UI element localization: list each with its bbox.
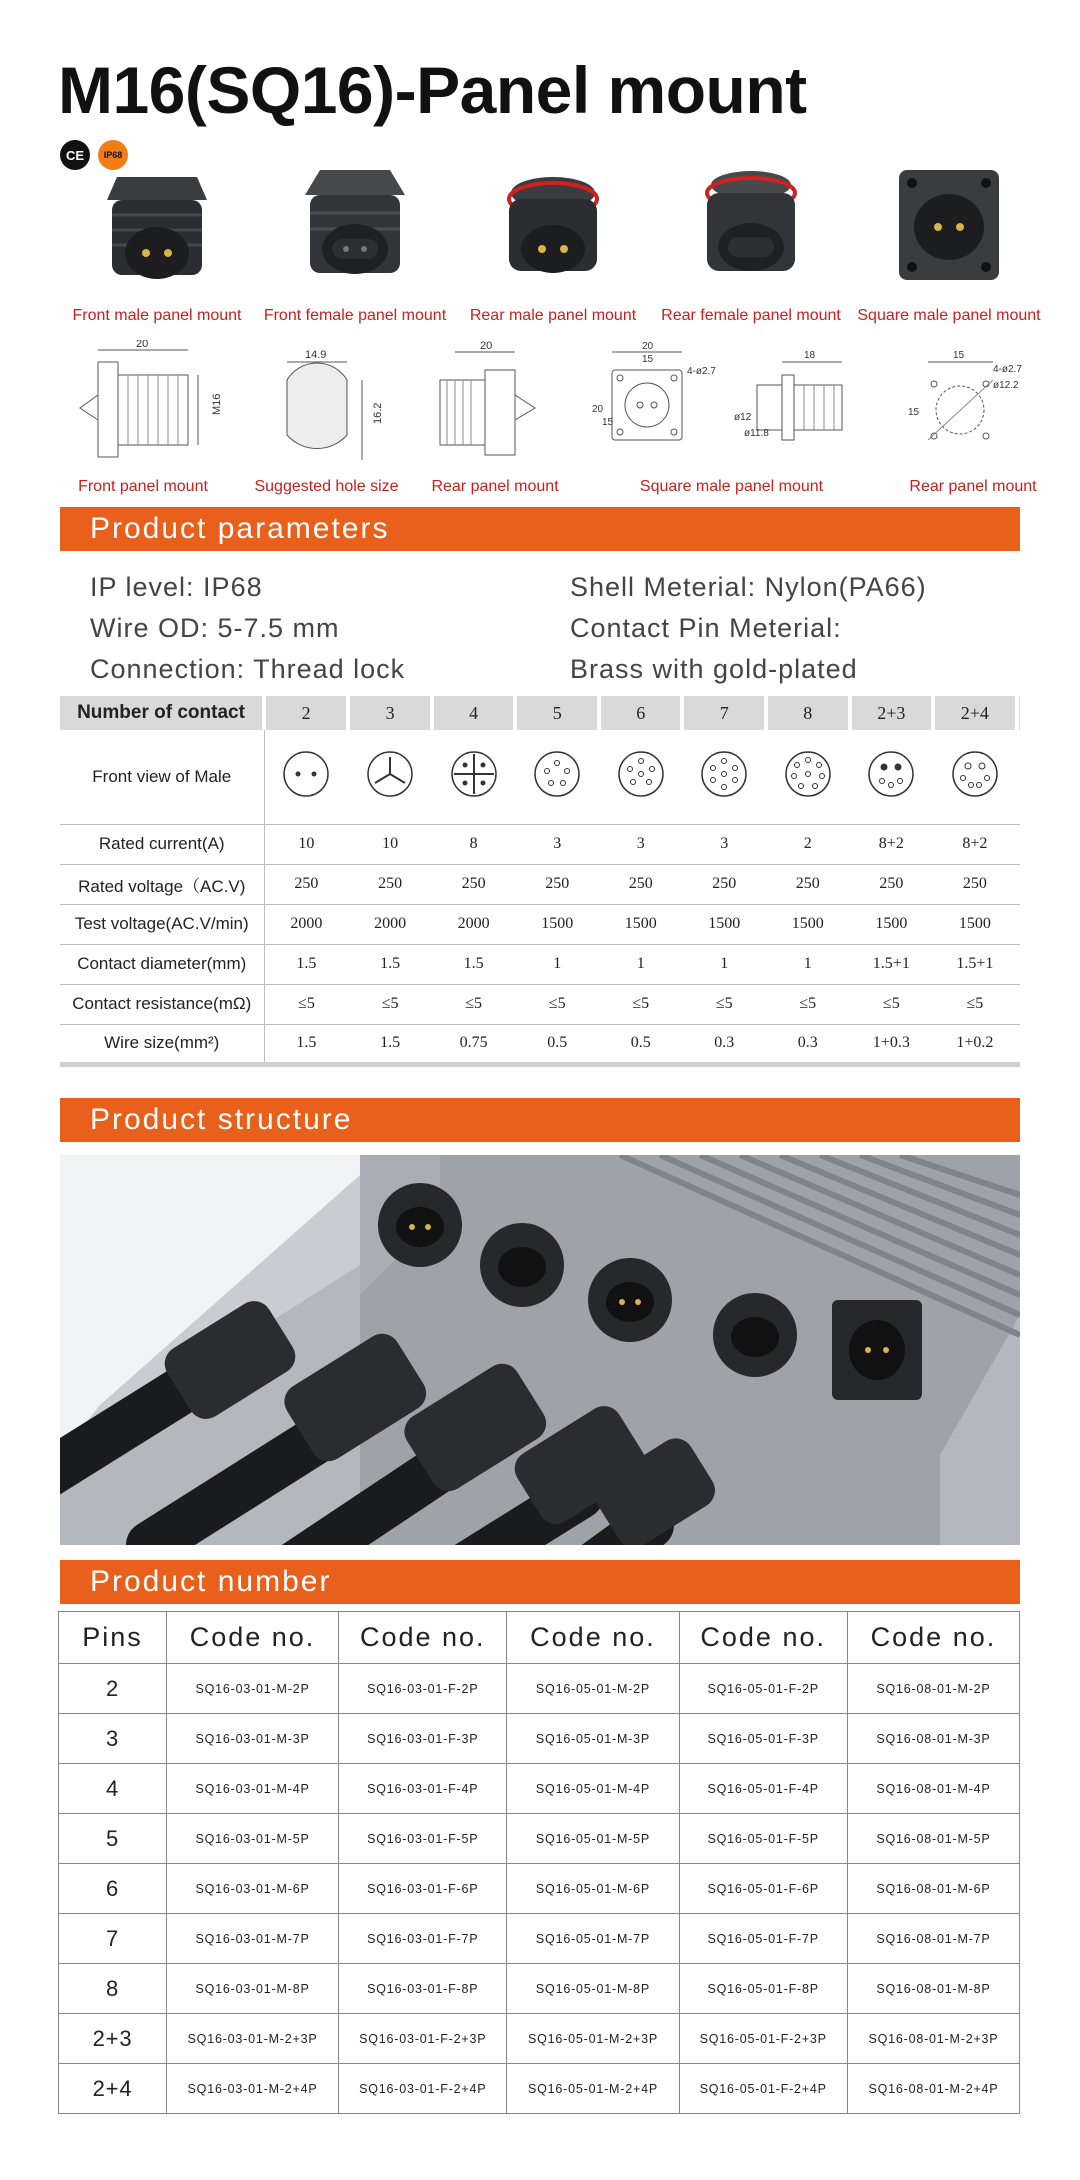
spec-cell: 1.5+1 — [933, 944, 1017, 984]
spec-cell: 250 — [348, 864, 432, 904]
part-code: SQ16-03-01-M-8P — [167, 1964, 339, 2014]
spec-cell: 1.5 — [348, 1024, 432, 1064]
spec-cell: 10 — [264, 824, 348, 864]
spec-row — [60, 944, 1020, 984]
spec-cell: 1.5 — [264, 1024, 348, 1064]
column-header: Pins — [59, 1612, 167, 1664]
drawing-caption: Suggested hole size — [254, 478, 399, 495]
ip68-badge-icon: IP68 — [98, 140, 128, 170]
page-title: M16(SQ16)-Panel mount — [58, 53, 807, 127]
product-rear-male — [454, 155, 652, 325]
dim-b: 15 — [641, 354, 653, 365]
spec-cell: 0.3 — [682, 1024, 766, 1064]
front-view-label: Front view of Male — [60, 730, 264, 824]
product-caption: Front male panel mount — [72, 307, 242, 324]
spec-cell: 2000 — [432, 904, 516, 944]
part-code: SQ16-05-01-M-8P — [507, 1964, 679, 2014]
spec-row-label: Rated voltage（AC.V) — [60, 864, 264, 904]
product-caption: Front female panel mount — [263, 307, 447, 324]
spec-cell: 3 — [515, 824, 599, 864]
spec-cell: 1.5 — [264, 944, 348, 984]
spec-row-label: Wire size(mm²) — [60, 1024, 264, 1064]
pin-count: 2 — [59, 1664, 167, 1714]
contact-count: 2 — [264, 696, 348, 730]
param-shell: Shell Meterial: Nylon(PA66) — [570, 572, 927, 602]
part-number-table — [58, 1611, 1020, 2114]
drawing-caption: Rear panel mount — [909, 478, 1037, 495]
dim-side-b: 15 — [601, 417, 613, 428]
part-code: SQ16-08-01-M-2+4P — [847, 2064, 1019, 2114]
part-code: SQ16-03-01-M-7P — [167, 1914, 339, 1964]
spec-cell: 250 — [682, 864, 766, 904]
pinout-7-icon — [699, 749, 749, 799]
spec-cell: 10 — [348, 824, 432, 864]
spec-cell: 8+2 — [933, 824, 1017, 864]
spec-cell: ≤5 — [850, 984, 934, 1024]
pinout-3-icon — [365, 749, 415, 799]
product-photo-row — [58, 155, 1048, 325]
contact-count: 5 — [515, 696, 599, 730]
spec-cell: 1500 — [850, 904, 934, 944]
spec-cell: 1500 — [933, 904, 1017, 944]
column-header: Code no. — [679, 1612, 847, 1664]
part-code: SQ16-03-01-F-5P — [339, 1814, 507, 1864]
contact-count: 7 — [682, 696, 766, 730]
spec-cell: 2000 — [264, 904, 348, 944]
part-code: SQ16-08-01-M-2+3P — [847, 2014, 1019, 2064]
spec-cell: ≤5 — [599, 984, 683, 1024]
spec-cell: 1.5 — [348, 944, 432, 984]
structure-photo — [60, 1155, 1020, 1545]
drawing-caption: Front panel mount — [78, 478, 208, 495]
table-row — [59, 1914, 1020, 1964]
column-header: Code no. — [167, 1612, 339, 1664]
part-code: SQ16-05-01-F-2+4P — [679, 2064, 847, 2114]
pin-count: 4 — [59, 1764, 167, 1814]
part-code: SQ16-08-01-M-2P — [847, 1664, 1019, 1714]
part-code: SQ16-03-01-F-2+4P — [339, 2064, 507, 2114]
part-code: SQ16-03-01-F-4P — [339, 1764, 507, 1814]
spec-cell: 8 — [432, 824, 516, 864]
section-header-number: Product number — [60, 1560, 1020, 1604]
dim-width: 14.9 — [304, 349, 326, 361]
param-connection: Connection: Thread lock — [90, 654, 406, 684]
part-code: SQ16-03-01-F-7P — [339, 1914, 507, 1964]
parameters-list — [90, 572, 990, 685]
product-caption: Rear female panel mount — [661, 307, 841, 324]
spec-cell: ≤5 — [348, 984, 432, 1024]
part-code: SQ16-03-01-F-6P — [339, 1864, 507, 1914]
spec-cell: 1500 — [766, 904, 850, 944]
front-panel-drawing — [58, 340, 228, 470]
dim-side-a: 20 — [591, 404, 603, 415]
table-row — [59, 2014, 1020, 2064]
drawing-caption: Square male panel mount — [639, 478, 824, 495]
product-square-male — [850, 155, 1048, 325]
pinout-4-icon — [449, 749, 499, 799]
pinout-2-4-icon — [950, 749, 1000, 799]
pinout-6-icon — [616, 749, 666, 799]
spec-row — [60, 824, 1020, 864]
spec-cell: 250 — [933, 864, 1017, 904]
rear-female-connector-image — [676, 155, 826, 295]
spec-cell: 0.75 — [432, 1024, 516, 1064]
column-header: Code no. — [847, 1612, 1019, 1664]
spec-cell: 1.5 — [432, 944, 516, 984]
dim-d2: ø11.8 — [743, 428, 769, 439]
contact-count: 2+4 — [933, 696, 1017, 730]
square-panel-drawing — [592, 340, 872, 470]
pin-count: 3 — [59, 1714, 167, 1764]
drawing-front-panel — [58, 340, 228, 496]
part-code: SQ16-03-01-M-2+3P — [167, 2014, 339, 2064]
part-code: SQ16-08-01-M-7P — [847, 1914, 1019, 1964]
contact-count: 6 — [599, 696, 683, 730]
spec-cell: 250 — [766, 864, 850, 904]
spec-cell: ≤5 — [264, 984, 348, 1024]
front-male-connector-image — [82, 155, 232, 295]
spec-cell: ≤5 — [432, 984, 516, 1024]
table-row — [59, 1714, 1020, 1764]
part-code: SQ16-05-01-M-2+4P — [507, 2064, 679, 2114]
spec-table — [60, 696, 1020, 1067]
pin-count: 6 — [59, 1864, 167, 1914]
spec-cell: 1+0.2 — [933, 1024, 1017, 1064]
pinout-5-icon — [532, 749, 582, 799]
spec-cell: ≤5 — [682, 984, 766, 1024]
ce-mark-icon: CE — [60, 140, 90, 170]
part-code: SQ16-03-01-M-4P — [167, 1764, 339, 1814]
drawing-rear-panel — [425, 340, 565, 496]
part-code: SQ16-05-01-F-5P — [679, 1814, 847, 1864]
part-code: SQ16-03-01-F-8P — [339, 1964, 507, 2014]
spec-cell: 1 — [766, 944, 850, 984]
dim-depth: 18 — [803, 350, 815, 361]
drawing-row — [58, 340, 1048, 496]
part-code: SQ16-03-01-M-2+4P — [167, 2064, 339, 2114]
rear-square-drawing — [898, 340, 1048, 470]
pinout-2-3-icon — [866, 749, 916, 799]
dim-d1: ø12 — [733, 412, 751, 423]
part-number-header-row — [59, 1612, 1020, 1664]
spec-cell: 1 — [515, 944, 599, 984]
table-row — [59, 1764, 1020, 1814]
spec-cell: 1500 — [682, 904, 766, 944]
spec-cell: 1 — [599, 944, 683, 984]
part-code: SQ16-05-01-M-4P — [507, 1764, 679, 1814]
spec-cell: 0.5 — [599, 1024, 683, 1064]
product-rear-female — [652, 155, 850, 325]
part-code: SQ16-03-01-M-6P — [167, 1864, 339, 1914]
spec-cell: 250 — [850, 864, 934, 904]
rear-panel-drawing — [425, 340, 565, 470]
spec-row — [60, 904, 1020, 944]
table-row — [59, 2064, 1020, 2114]
part-code: SQ16-05-01-M-6P — [507, 1864, 679, 1914]
drawing-caption: Rear panel mount — [431, 478, 559, 495]
part-code: SQ16-03-01-M-5P — [167, 1814, 339, 1864]
spec-cell: 250 — [599, 864, 683, 904]
spec-row-label: Contact resistance(mΩ) — [60, 984, 264, 1024]
hole-size-drawing — [267, 340, 387, 470]
contact-count: 3 — [348, 696, 432, 730]
pinout-2-icon — [281, 749, 331, 799]
part-code: SQ16-03-01-F-2+3P — [339, 2014, 507, 2064]
pin-count: 8 — [59, 1964, 167, 2014]
part-code: SQ16-05-01-F-6P — [679, 1864, 847, 1914]
product-caption: Square male panel mount — [857, 307, 1041, 324]
spec-cell: 1 — [682, 944, 766, 984]
part-code: SQ16-08-01-M-4P — [847, 1764, 1019, 1814]
spec-cell: 250 — [264, 864, 348, 904]
param-wire: Wire OD: 5-7.5 mm — [90, 613, 340, 643]
param-contact: Contact Pin Meterial: — [570, 613, 842, 643]
spec-front-view-row — [60, 730, 1020, 824]
front-female-connector-image — [280, 155, 430, 295]
spec-cell: 2 — [766, 824, 850, 864]
spec-cell: 250 — [432, 864, 516, 904]
table-row — [59, 1664, 1020, 1714]
pin-count: 7 — [59, 1914, 167, 1964]
spec-row-label: Rated current(A) — [60, 824, 264, 864]
enclosure-with-connectors-image — [60, 1155, 1020, 1545]
pin-count: 5 — [59, 1814, 167, 1864]
table-row — [59, 1814, 1020, 1864]
section-header-structure: Product structure — [60, 1098, 1020, 1142]
spec-cell: ≤5 — [515, 984, 599, 1024]
part-code: SQ16-05-01-M-5P — [507, 1814, 679, 1864]
dim-width: 20 — [136, 340, 149, 350]
dim-hole: 4-ø2.7 — [992, 364, 1022, 375]
spec-row-label: Test voltage(AC.V/min) — [60, 904, 264, 944]
pin-count: 2+3 — [59, 2014, 167, 2064]
drawing-hole — [254, 340, 398, 496]
param-ip: IP level: IP68 — [90, 572, 263, 602]
table-row — [59, 1964, 1020, 2014]
spec-row — [60, 984, 1020, 1024]
part-code: SQ16-03-01-F-2P — [339, 1664, 507, 1714]
part-code: SQ16-08-01-M-5P — [847, 1814, 1019, 1864]
product-front-male — [58, 155, 256, 325]
spec-cell: 1500 — [599, 904, 683, 944]
spec-cell: 3 — [682, 824, 766, 864]
spec-header-label: Number of contact — [60, 696, 264, 730]
part-code: SQ16-05-01-M-2P — [507, 1664, 679, 1714]
dim-d: ø12.2 — [992, 380, 1019, 391]
part-code: SQ16-05-01-F-2+3P — [679, 2014, 847, 2064]
spec-cell: ≤5 — [933, 984, 1017, 1024]
spec-cell: 250 — [515, 864, 599, 904]
section-header-parameters: Product parameters — [60, 507, 1020, 551]
part-code: SQ16-05-01-F-4P — [679, 1764, 847, 1814]
product-front-female — [256, 155, 454, 325]
part-code: SQ16-03-01-F-3P — [339, 1714, 507, 1764]
rear-male-connector-image — [478, 155, 628, 295]
spec-cell: 1.5+1 — [850, 944, 934, 984]
part-code: SQ16-05-01-F-3P — [679, 1714, 847, 1764]
dim-height: 16.2 — [371, 402, 384, 424]
part-code: SQ16-05-01-F-7P — [679, 1914, 847, 1964]
spec-cell: 1500 — [515, 904, 599, 944]
drawing-rear-square — [898, 340, 1048, 496]
part-code: SQ16-03-01-M-2P — [167, 1664, 339, 1714]
table-row — [59, 1864, 1020, 1914]
part-code: SQ16-05-01-M-3P — [507, 1714, 679, 1764]
product-caption: Rear male panel mount — [469, 307, 637, 324]
drawing-square-panel — [592, 340, 872, 496]
dim-hole: 4-ø2.7 — [686, 366, 716, 377]
column-header: Code no. — [507, 1612, 679, 1664]
contact-count-blank — [1017, 696, 1020, 730]
part-code: SQ16-03-01-M-3P — [167, 1714, 339, 1764]
spec-cell: 8+2 — [850, 824, 934, 864]
dim-side: 15 — [907, 407, 920, 418]
contact-count: 4 — [432, 696, 516, 730]
spec-cell: 3 — [599, 824, 683, 864]
part-code: SQ16-05-01-F-8P — [679, 1964, 847, 2014]
param-contact-2: Brass with gold-plated — [570, 654, 858, 684]
spec-cell: 0.3 — [766, 1024, 850, 1064]
spec-cell: ≤5 — [766, 984, 850, 1024]
spec-cell: 0.5 — [515, 1024, 599, 1064]
pinout-8-icon — [783, 749, 833, 799]
contact-count: 8 — [766, 696, 850, 730]
part-code: SQ16-08-01-M-3P — [847, 1714, 1019, 1764]
part-code: SQ16-05-01-F-2P — [679, 1664, 847, 1714]
dim-a: 15 — [952, 350, 965, 361]
spec-cell: 2000 — [348, 904, 432, 944]
dim-a: 20 — [641, 341, 653, 352]
part-code: SQ16-08-01-M-6P — [847, 1864, 1019, 1914]
part-code: SQ16-05-01-M-7P — [507, 1914, 679, 1964]
part-code: SQ16-08-01-M-8P — [847, 1964, 1019, 2014]
pin-count: 2+4 — [59, 2064, 167, 2114]
spec-row-label: Contact diameter(mm) — [60, 944, 264, 984]
spec-cell: 1+0.3 — [850, 1024, 934, 1064]
part-code: SQ16-05-01-M-2+3P — [507, 2014, 679, 2064]
spec-header-row — [60, 696, 1020, 730]
square-male-connector-image — [874, 155, 1024, 295]
column-header: Code no. — [339, 1612, 507, 1664]
dim-width: 20 — [480, 340, 493, 352]
spec-row — [60, 1024, 1020, 1064]
spec-row — [60, 864, 1020, 904]
contact-count: 2+3 — [850, 696, 934, 730]
dim-thread: M16 — [211, 393, 223, 415]
